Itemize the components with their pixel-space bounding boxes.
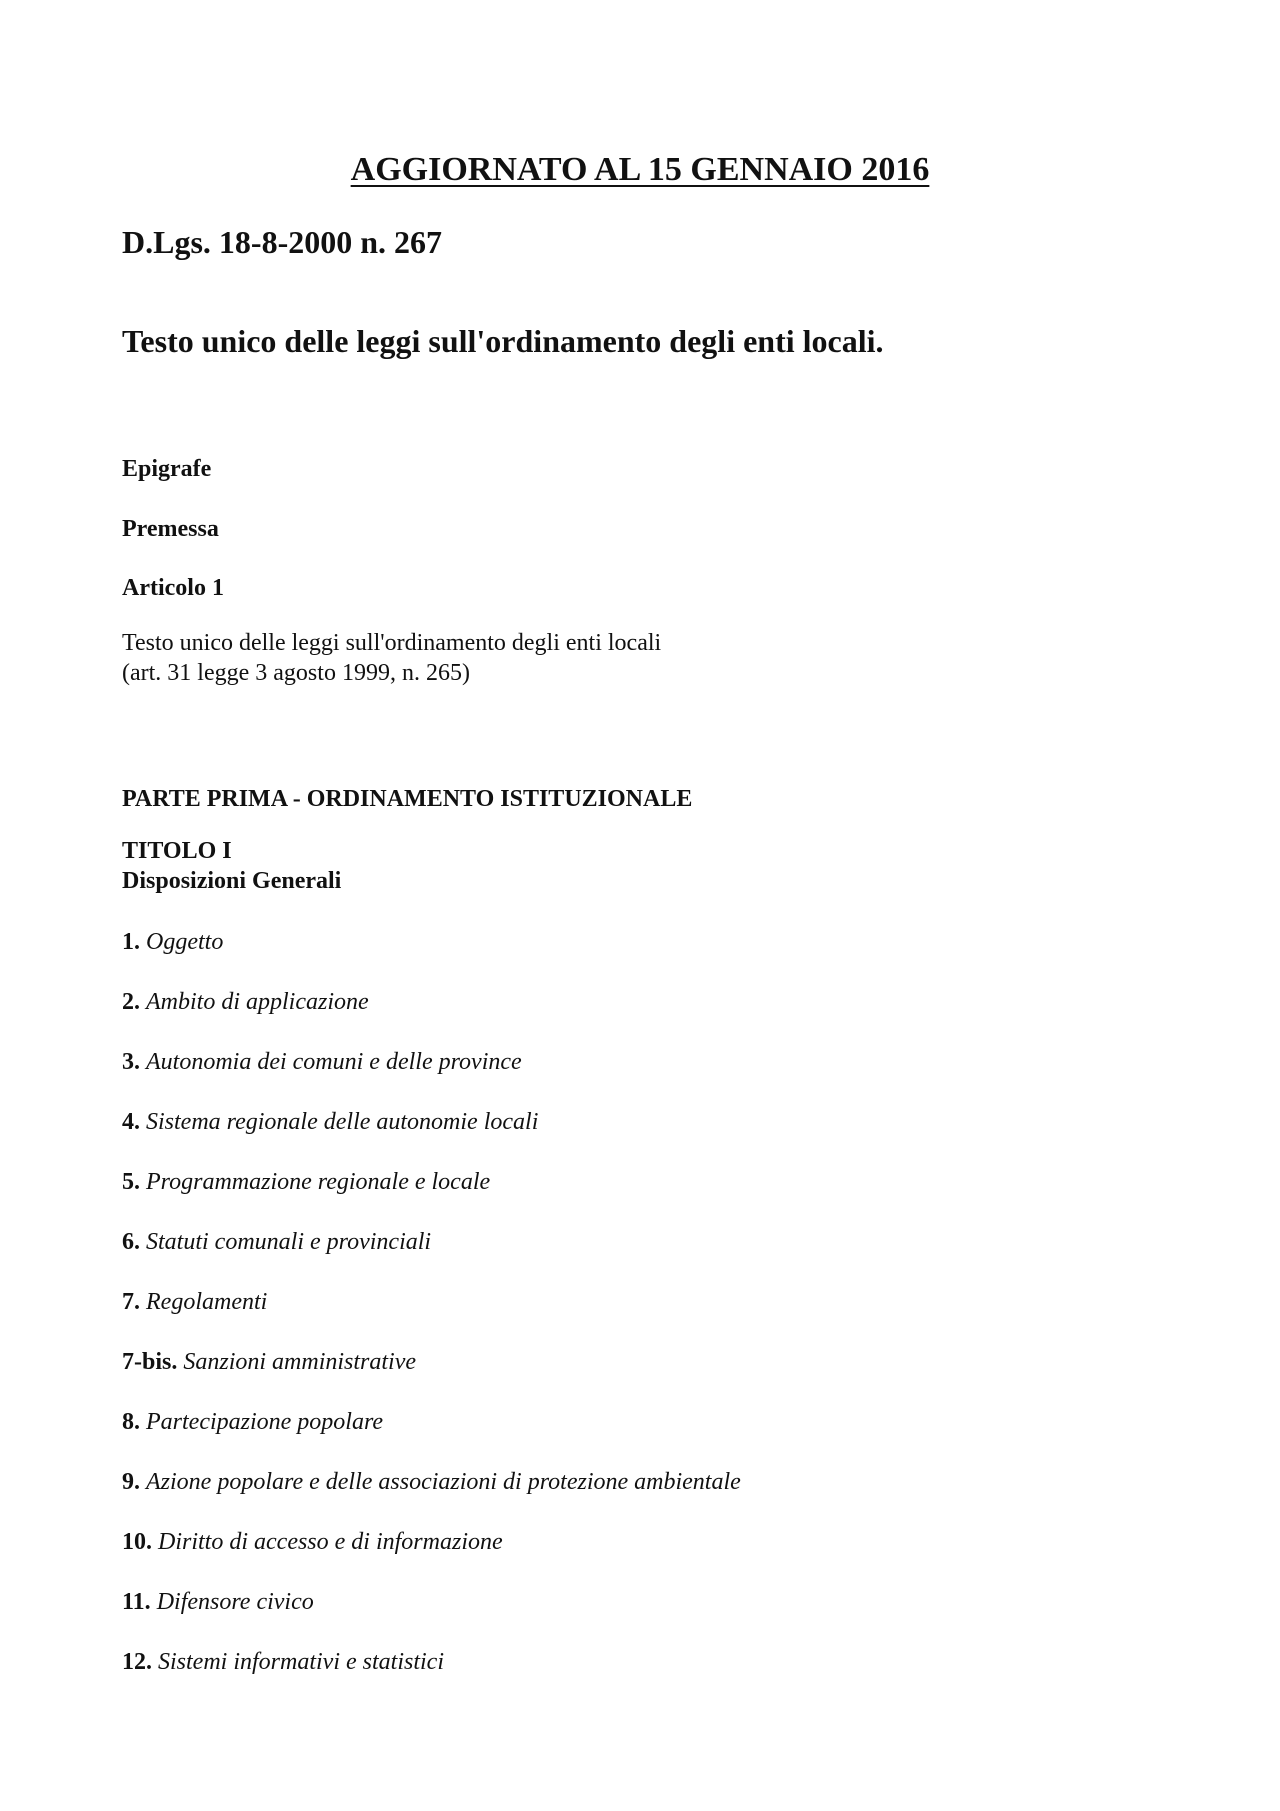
toc-item-number: 6.: [122, 1229, 140, 1255]
toc-item-number: 2.: [122, 989, 140, 1015]
titolo-heading: [122, 836, 341, 896]
toc-item-number: 10.: [122, 1529, 152, 1555]
toc-item-label: Ambito di applicazione: [146, 989, 369, 1015]
toc-item-number: 4.: [122, 1109, 140, 1135]
toc-item: [122, 1107, 538, 1137]
toc-item-label: Azione popolare e delle associazioni di protezione ambientale: [146, 1469, 741, 1495]
toc-item-label: Sistemi informativi e statistici: [158, 1649, 444, 1675]
toc-item: [122, 1587, 314, 1617]
toc-item-number: 9.: [122, 1469, 140, 1495]
toc-item: [122, 927, 223, 957]
toc-item-label: Sistema regionale delle autonomie locali: [146, 1109, 539, 1135]
toc-item: [122, 1647, 444, 1677]
toc-item: [122, 1167, 490, 1197]
toc-item: [122, 1467, 741, 1497]
toc-item-number: 8.: [122, 1409, 140, 1435]
parte-heading: PARTE PRIMA - ORDINAMENTO ISTITUZIONALE: [122, 786, 693, 812]
toc-item-number: 12.: [122, 1649, 152, 1675]
toc-item-number: 7.: [122, 1289, 140, 1315]
article-description-line-1: Testo unico delle leggi sull'ordinamento degli enti locali: [122, 630, 662, 656]
titolo-label: TITOLO I: [122, 838, 232, 864]
toc-item-label: Sanzioni amministrative: [183, 1349, 417, 1375]
toc-item: [122, 1407, 383, 1437]
toc-item-label: Difensore civico: [156, 1589, 314, 1615]
section-premessa: Premessa: [122, 516, 219, 542]
toc-item-label: Regolamenti: [146, 1289, 268, 1315]
toc-item-label: Oggetto: [146, 929, 224, 955]
titolo-subtitle: Disposizioni Generali: [122, 868, 342, 894]
toc-item-number: 5.: [122, 1169, 140, 1195]
toc-item-number: 7-bis.: [122, 1349, 178, 1375]
toc-item: [122, 1527, 503, 1557]
toc-item: [122, 1047, 522, 1077]
toc-item-label: Autonomia dei comuni e delle province: [146, 1049, 522, 1075]
toc-item-label: Partecipazione popolare: [146, 1409, 384, 1435]
section-epigrafe: Epigrafe: [122, 456, 212, 482]
update-note-heading: [0, 150, 1280, 190]
article-description-line-2: (art. 31 legge 3 agosto 1999, n. 265): [122, 660, 470, 686]
article-description: [122, 628, 661, 688]
toc-item: [122, 1287, 267, 1317]
toc-item: [122, 987, 369, 1017]
decree-reference: D.Lgs. 18-8-2000 n. 267: [122, 224, 443, 260]
toc-item-label: Diritto di accesso e di informazione: [158, 1529, 503, 1555]
toc-item-number: 1.: [122, 929, 140, 955]
toc-item-number: 3.: [122, 1049, 140, 1075]
toc-item-label: Statuti comunali e provinciali: [146, 1229, 432, 1255]
document-title: Testo unico delle leggi sull'ordinamento degli enti locali.: [122, 323, 884, 359]
update-note-text: AGGIORNATO AL 15 GENNAIO 2016: [350, 151, 930, 188]
toc-item-number: 11.: [122, 1589, 151, 1615]
toc-item: [122, 1347, 416, 1377]
section-articolo-1: Articolo 1: [122, 575, 224, 601]
toc-item-label: Programmazione regionale e locale: [146, 1169, 491, 1195]
toc-item: [122, 1227, 431, 1257]
